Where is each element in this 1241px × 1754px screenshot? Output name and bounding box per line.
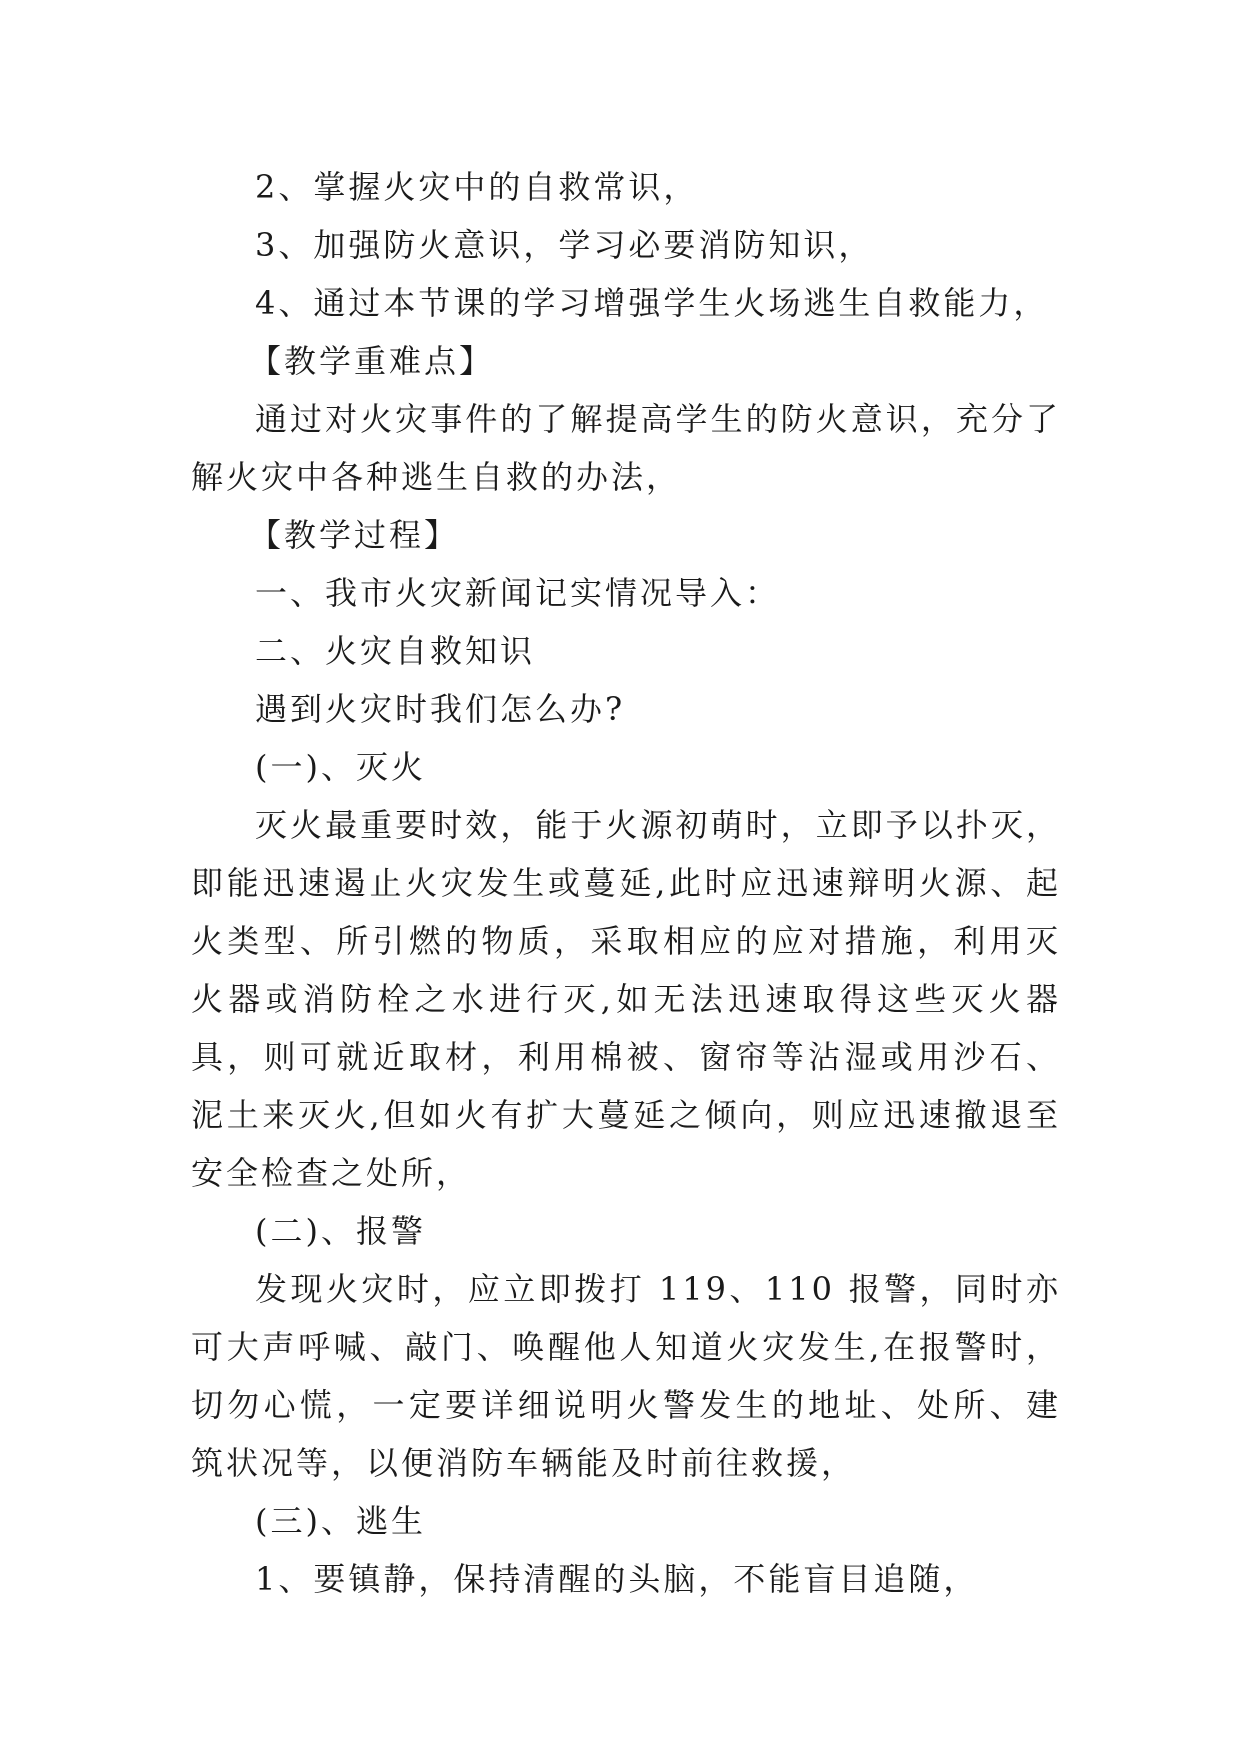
paragraph-alarm: 发现火灾时，应立即拨打 119、110 报警，同时亦可大声呼喊、敲门、唤醒他人知道火灾发生,在报警时，切勿心慌，一定要详细说明火警发生的地址、处所、建筑状况等，以便消防车辆能及时前往救援， [191,1270,1061,1482]
subheading-extinguish: (一)、灭火 [255,748,426,786]
document-body [191,158,1061,1608]
paragraph-objective-2: 2、掌握火灾中的自救常识， [255,168,699,206]
paragraph-step-2: 二、火灾自救知识 [255,632,536,670]
paragraph-objective-4: 4、通过本节课的学习增强学生火场逃生自救能力， [255,284,1049,322]
paragraph-step-1: 一、我市火灾新闻记实情况导入： [255,574,781,612]
paragraph-question: 遇到火灾时我们怎么办? [255,690,626,728]
subheading-alarm: (二)、报警 [255,1212,426,1250]
paragraph-objective-3: 3、加强防火意识，学习必要消防知识， [255,226,874,264]
subheading-escape: (三)、逃生 [255,1502,426,1540]
section-heading-key-points: 【教学重难点】 [249,342,495,380]
paragraph-escape-1: 1、要镇静，保持清醒的头脑，不能盲目追随， [255,1560,979,1598]
section-heading-process: 【教学过程】 [249,516,460,554]
paragraph-extinguish: 灭火最重要时效，能于火源初萌时，立即予以扑灭，即能迅速遏止火灾发生或蔓延,此时应迅速辩明火源、起火类型、所引燃的物质，采取相应的应对措施，利用灭火器或消防栓之水进行灭,如无法迅速取得这些灭火器具，则可就近取材，利用棉被、窗帘等沾湿或用沙石、泥土来灭火,但如火有扩大蔓延之倾向，则应迅速撤退至安全检查之处所， [191,806,1061,1192]
paragraph-key-points: 通过对火灾事件的了解提高学生的防火意识，充分了解火灾中各种逃生自救的办法， [191,400,1061,496]
